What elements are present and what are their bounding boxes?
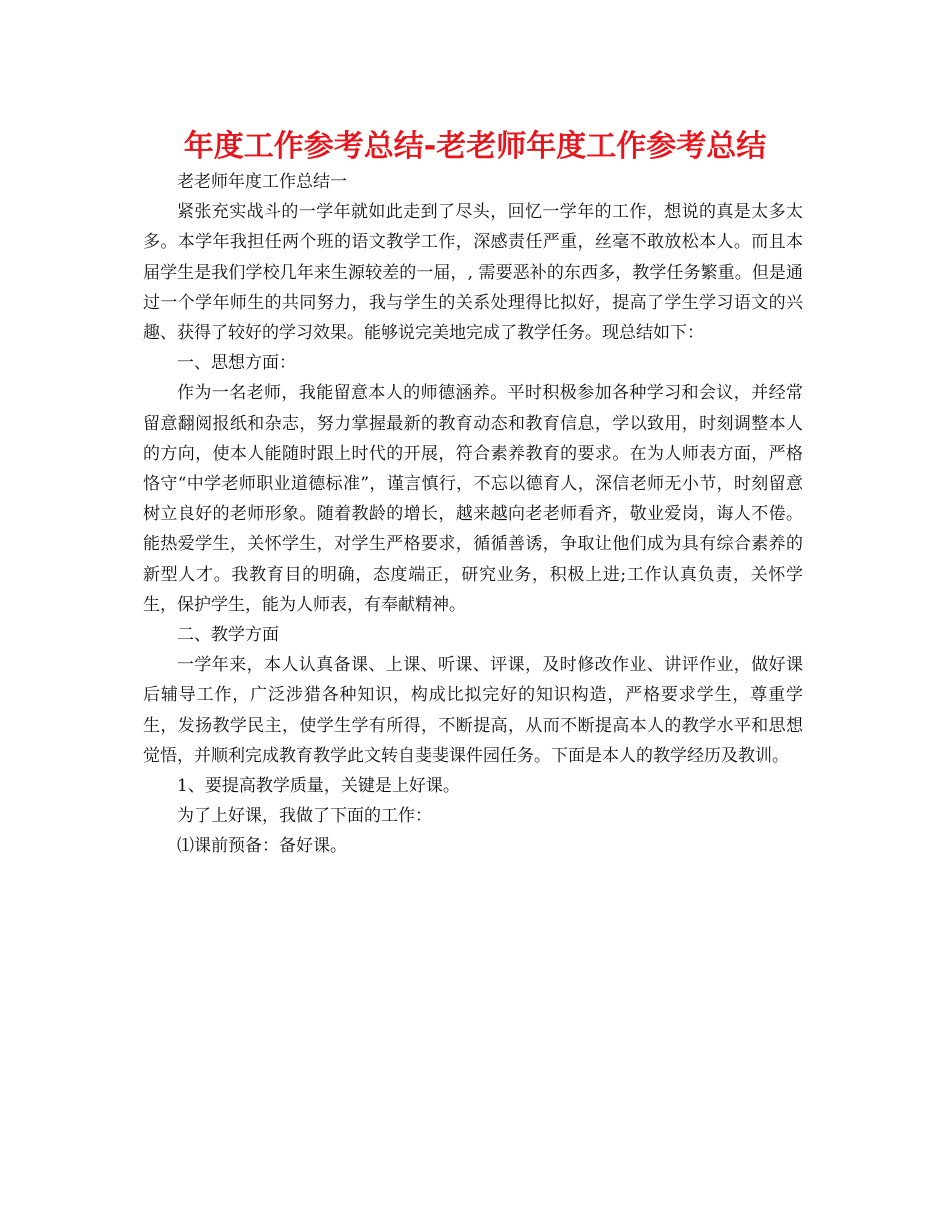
paragraph-point-1: 1、要提高教学质量，关键是上好课。: [177, 776, 460, 797]
document-title: 年度工作参考总结-老老师年度工作参考总结: [183, 129, 767, 164]
paragraph-work-intro: 为了上好课，我做了下面的工作：: [177, 806, 432, 827]
document-body: [143, 167, 803, 862]
paragraph-subpoint-1: ⑴课前预备：备好课。: [177, 836, 347, 857]
paragraph-teaching: 一学年来，本人认真备课、上课、听课、评课，及时修改作业、讲评作业，做好课后辅导工作，广泛涉猎各种知识，构成比拟完好的知识构造，严格要求学生，尊重学生，发扬教学民主，使学生学有所得，不断提高，从而不断提高本人的教学水平和思想觉悟，并顺利完成教育教学此文转自斐斐课件园任务。下面是本人的教学经历及教训。: [143, 655, 803, 766]
section-heading-thought: 一、思想方面：: [177, 353, 296, 374]
paragraph-thought: 作为一名老师，我能留意本人的师德涵养。平时积极参加各种学习和会议，并经常留意翻阅报纸和杂志，努力掌握最新的教育动态和教育信息，学以致用，时刻调整本人的方向，使本人能随时跟上时代的开展，符合素养教育的要求。在为人师表方面，严格恪守“中学老师职业道德标准”，谨言慎行，不忘以德育人，深信老师无小节，时刻留意树立良好的老师形象。随着教龄的增长，越来越向老老师看齐，敬业爱岗，诲人不倦。能热爱学生，关怀学生，对学生严格要求，循循善诱，争取让他们成为具有综合素养的新型人才。我教育目的明确，态度端正，研究业务，积极上进;工作认真负责，关怀学生，保护学生，能为人师表，有奉献精神。: [143, 383, 803, 615]
paragraph-intro: 紧张充实战斗的一学年就如此走到了尽头，回忆一学年的工作，想说的真是太多太多。本学年我担任两个班的语文教学工作，深感责任严重，丝毫不敢放松本人。而且本届学生是我们学校几年来生源较差的一届，, 需要恶补的东西多，教学任务繁重。但是通过一个学年师生的共同努力，我与学生的关系处理得比拟好，提高了学生学习语文的兴趣、获得了较好的学习效果。能够说完美地完成了教学任务。现总结如下：: [143, 202, 803, 344]
paragraph-subtitle: 老老师年度工作总结一: [177, 172, 347, 192]
section-heading-teaching: 二、教学方面: [177, 625, 279, 646]
